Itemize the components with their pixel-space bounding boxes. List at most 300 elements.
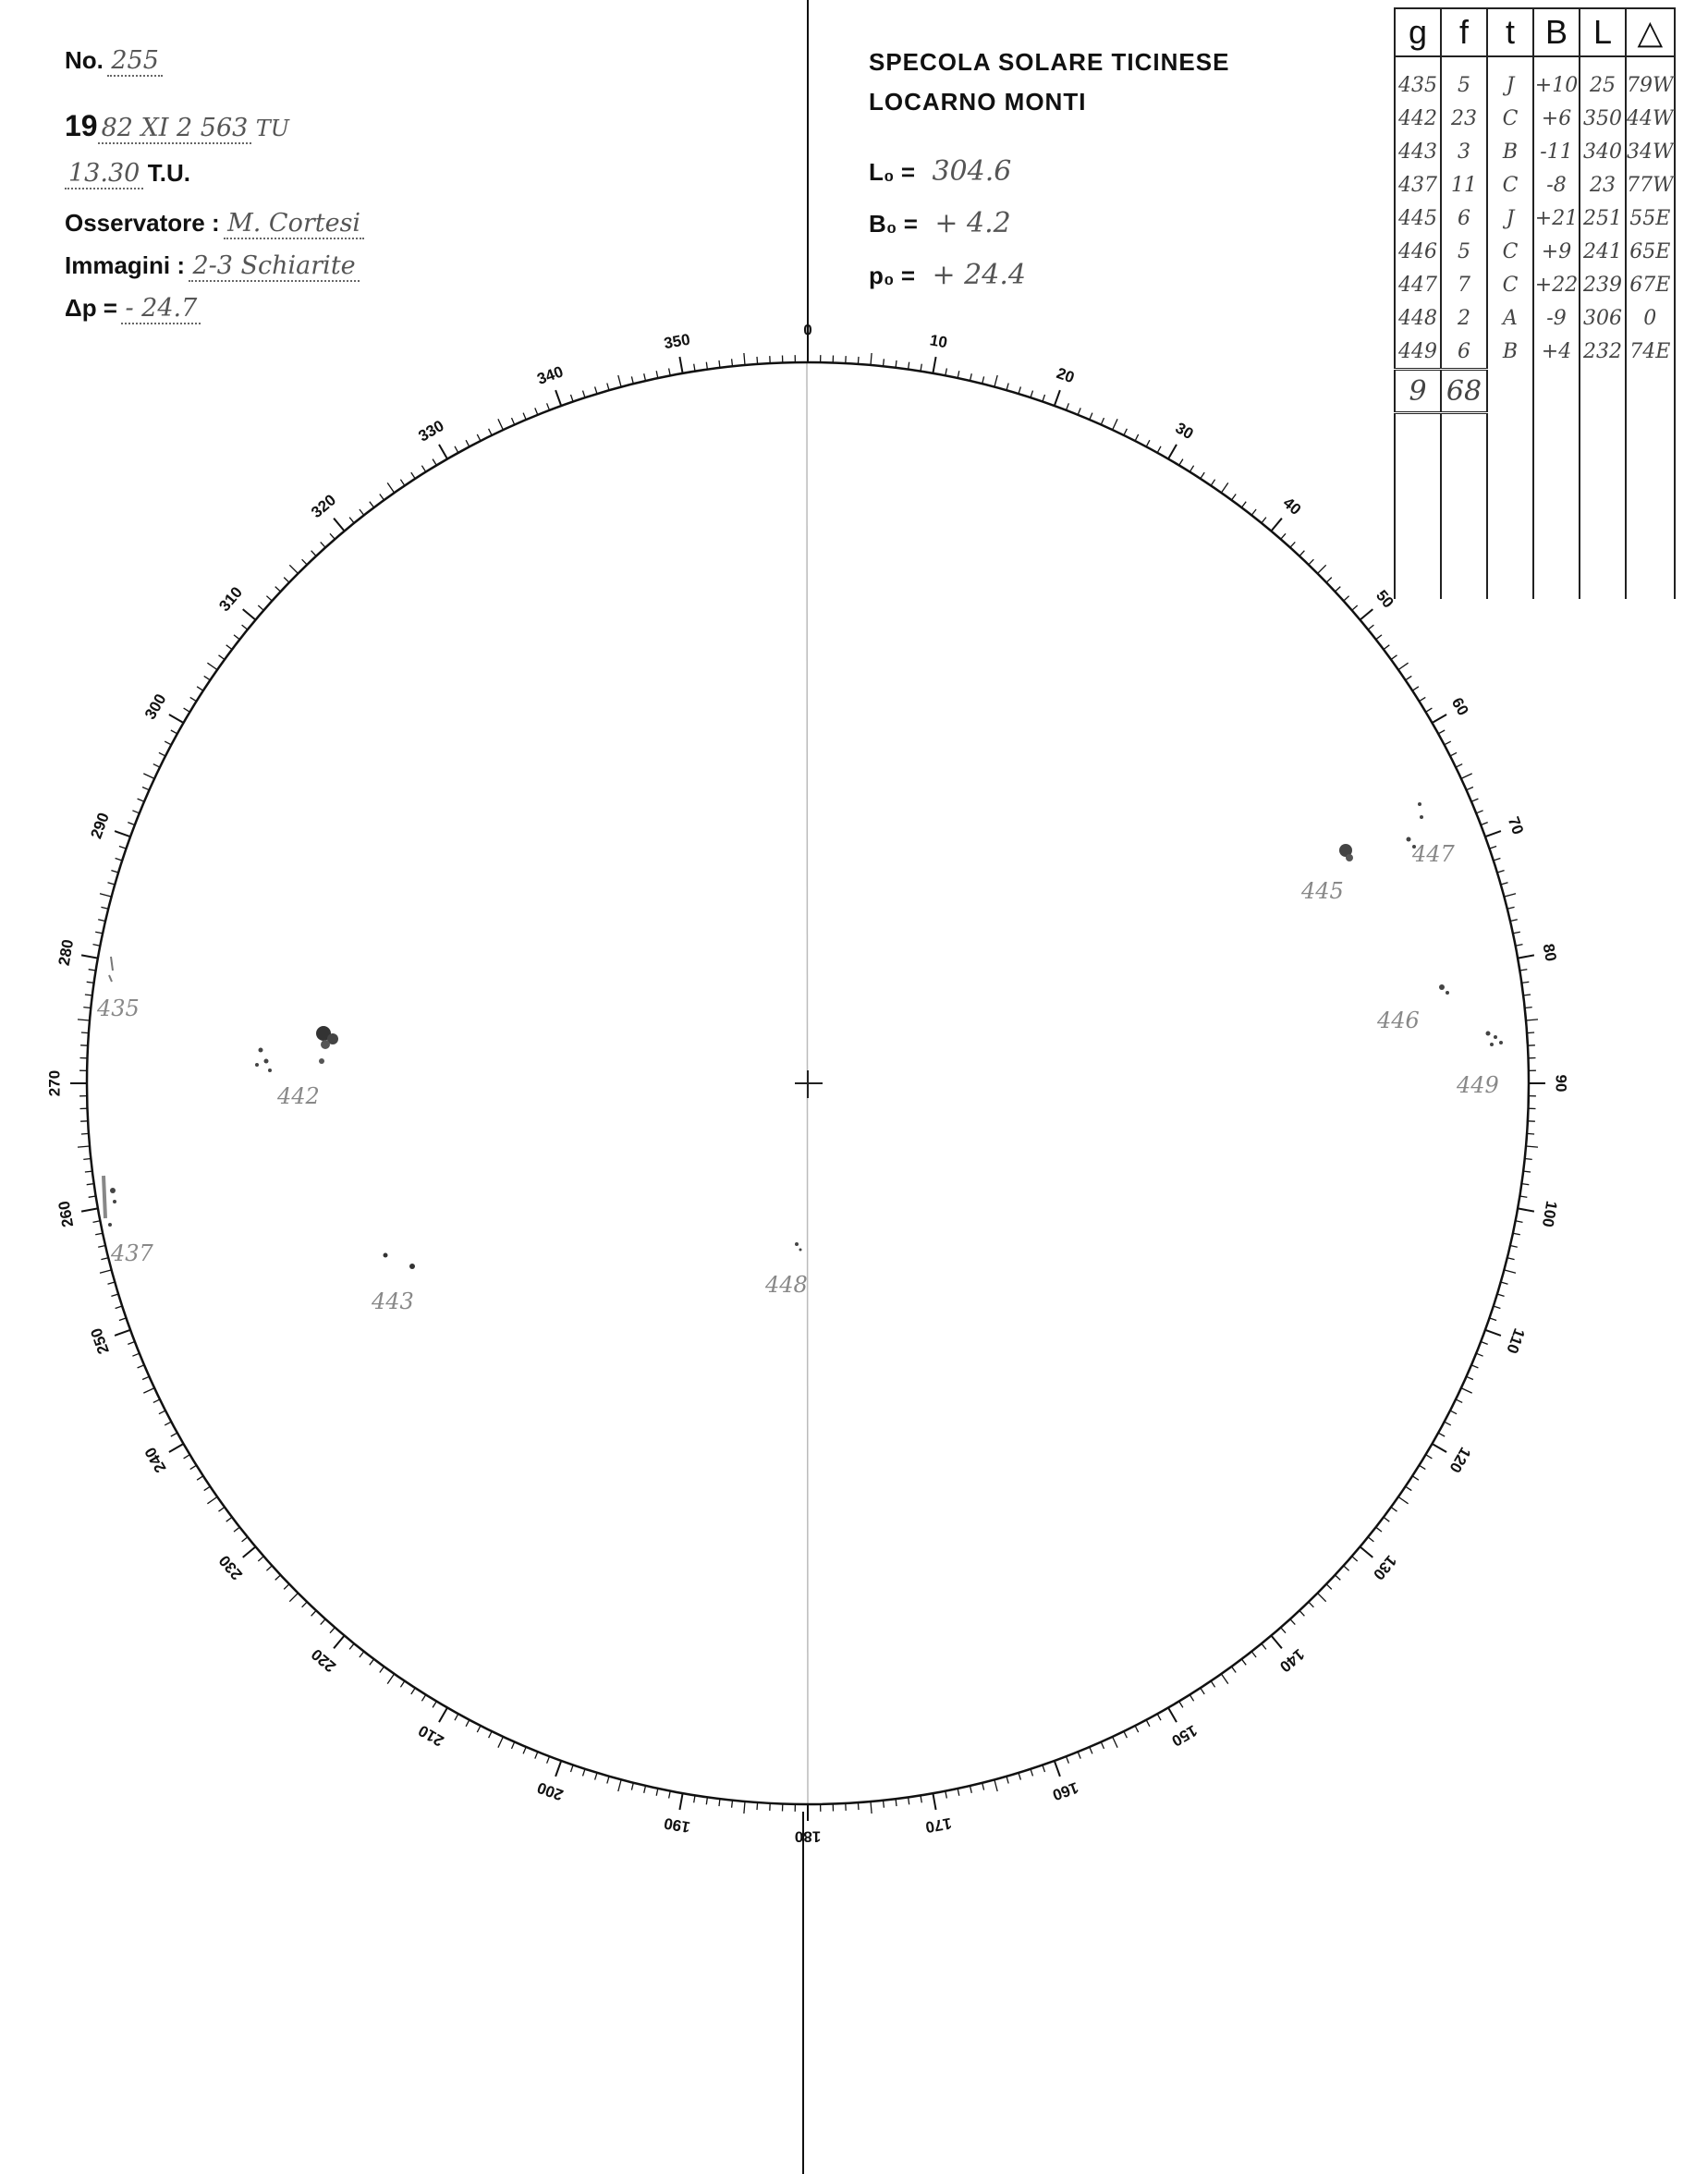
tick-mark <box>1299 1611 1304 1617</box>
table-cell <box>1533 370 1580 413</box>
time-row <box>65 159 190 188</box>
tick-mark <box>190 1465 197 1469</box>
tick-mark <box>1179 1702 1183 1708</box>
tick-mark <box>595 386 597 394</box>
table-cell: C <box>1487 102 1533 135</box>
tick-mark <box>1211 480 1214 486</box>
table-cell: 350 <box>1580 102 1626 135</box>
tick-mark <box>380 495 384 501</box>
tick-mark <box>184 708 190 712</box>
tick-mark <box>1433 714 1447 723</box>
tick-mark <box>190 697 197 701</box>
tick-label: 310 <box>215 583 247 616</box>
tick-label: 280 <box>55 937 78 968</box>
tick-mark <box>1420 1465 1426 1469</box>
tick-mark <box>321 542 325 547</box>
tick-mark <box>1516 945 1523 947</box>
tick-label: 230 <box>215 1551 247 1583</box>
drawing-number-value: 255 <box>107 46 163 77</box>
table-cell: +21 <box>1533 202 1580 235</box>
tick-mark <box>321 1619 325 1625</box>
tick-mark <box>226 1517 232 1521</box>
tick-mark <box>1101 1742 1104 1749</box>
tick-mark <box>1521 1184 1529 1185</box>
b0-value: + 4.2 <box>934 207 1011 239</box>
tick-mark <box>1485 831 1501 837</box>
tick-mark <box>1006 384 1008 391</box>
tick-mark <box>360 509 364 515</box>
spot-group-447 <box>1407 802 1456 867</box>
tick-mark <box>1433 1444 1447 1452</box>
tick-mark <box>1336 1575 1341 1580</box>
tick-mark <box>302 1602 308 1607</box>
tick-mark <box>1262 518 1266 523</box>
tick-mark <box>631 376 633 384</box>
tick-mark <box>547 403 550 410</box>
tick-mark <box>169 1444 184 1452</box>
table-cell: 34W <box>1626 135 1675 168</box>
tick-mark <box>1481 823 1488 825</box>
table-cell <box>1533 413 1580 600</box>
tick-mark <box>571 395 574 402</box>
tick-mark <box>1438 1433 1445 1436</box>
tick-mark <box>115 1330 130 1336</box>
tick-mark <box>311 551 316 556</box>
tick-mark <box>219 655 226 660</box>
table-total-row <box>1395 370 1675 413</box>
tick-mark <box>171 1433 177 1436</box>
tick-mark <box>607 1777 609 1784</box>
tick-mark <box>159 1411 165 1414</box>
tick-mark <box>871 1801 872 1814</box>
l0-label: L₀ = <box>869 158 916 186</box>
tick-mark <box>1201 472 1204 479</box>
tick-mark <box>1124 429 1128 435</box>
tick-mark <box>153 1399 160 1403</box>
table-row <box>1395 301 1675 335</box>
tick-mark <box>128 1342 135 1345</box>
tick-mark <box>669 369 671 376</box>
tick-mark <box>93 1221 101 1223</box>
tick-mark <box>1135 1726 1139 1732</box>
tick-mark <box>87 1184 94 1185</box>
table-cell: 6 <box>1441 202 1487 235</box>
table-cell: 445 <box>1395 202 1441 235</box>
tick-mark <box>1113 1737 1118 1748</box>
tick-label: 130 <box>1369 1551 1400 1583</box>
tick-mark <box>98 1246 105 1248</box>
tick-mark <box>275 1575 281 1580</box>
tick-mark <box>1344 1566 1349 1570</box>
tick-mark <box>81 1208 98 1211</box>
tick-label: 160 <box>1050 1778 1081 1804</box>
tick-mark <box>1513 932 1520 934</box>
tick-mark <box>1067 403 1069 410</box>
tick-mark <box>706 1797 707 1804</box>
tick-mark <box>871 353 872 365</box>
tick-mark <box>1168 445 1177 459</box>
tick-mark <box>512 418 515 424</box>
tick-mark <box>1501 883 1508 885</box>
tick-mark <box>535 408 538 414</box>
table-cell <box>1626 370 1675 413</box>
delta-p-value: - 24.7 <box>121 294 201 324</box>
tick-mark <box>1318 565 1326 573</box>
observatory-location: LOCARNO MONTI <box>869 88 1087 116</box>
tick-mark <box>204 676 211 679</box>
tick-mark <box>1398 663 1409 669</box>
tick-mark <box>284 1584 289 1590</box>
tick-mark <box>1090 1747 1092 1753</box>
tick-mark <box>387 482 394 493</box>
spot-group-label: 443 <box>372 1289 414 1314</box>
table-cell: 251 <box>1580 202 1626 235</box>
tick-mark <box>1326 578 1332 583</box>
table-cell: A <box>1487 301 1533 335</box>
spot-group-437 <box>104 1176 154 1266</box>
tick-mark <box>100 1270 112 1273</box>
tick-label: 220 <box>308 1644 340 1676</box>
tick-mark <box>958 371 959 378</box>
tick-mark <box>744 353 745 365</box>
tick-label: 260 <box>55 1199 78 1229</box>
p0-label: p₀ = <box>869 262 916 289</box>
tick-mark <box>1190 466 1193 472</box>
b0-label: B₀ = <box>869 210 918 238</box>
tick-mark <box>958 1789 959 1796</box>
table-cell: C <box>1487 235 1533 268</box>
tick-mark <box>1412 687 1419 690</box>
tick-mark <box>1461 774 1472 779</box>
tick-mark <box>744 1801 745 1814</box>
tick-mark <box>498 1737 504 1748</box>
table-cell: 232 <box>1580 335 1626 370</box>
tick-label: 330 <box>415 416 447 446</box>
tick-mark <box>108 1282 116 1284</box>
tick-mark <box>311 1611 316 1617</box>
tick-mark <box>1281 533 1286 539</box>
tick-mark <box>219 1508 226 1512</box>
tick-mark <box>1467 788 1473 790</box>
tick-mark <box>555 1761 561 1777</box>
tick-mark <box>242 625 248 629</box>
year-prefix: 19 <box>65 109 98 142</box>
tick-mark <box>1445 741 1451 745</box>
tick-mark <box>982 376 984 384</box>
tick-mark <box>1510 920 1518 922</box>
tick-mark <box>1241 502 1246 507</box>
tick-mark <box>555 390 561 406</box>
tick-mark <box>116 859 123 861</box>
table-cell: 3 <box>1441 135 1487 168</box>
tick-mark <box>1376 1527 1382 1532</box>
spot-group-446 <box>1376 984 1449 1033</box>
table-row <box>1395 202 1675 235</box>
tick-mark <box>93 945 101 947</box>
tick-mark <box>1406 1486 1412 1490</box>
tick-mark <box>243 609 256 620</box>
tick-mark <box>1078 408 1080 414</box>
tick-mark <box>1336 587 1341 592</box>
tick-mark <box>1179 459 1183 466</box>
tick-mark <box>757 1802 758 1810</box>
tick-label: 200 <box>534 1778 566 1804</box>
tick-mark <box>284 578 289 583</box>
table-cell: 443 <box>1395 135 1441 168</box>
tick-mark <box>970 1786 972 1793</box>
tick-label: 70 <box>1504 814 1528 837</box>
tick-mark <box>1504 1270 1516 1273</box>
table-cell: 7 <box>1441 268 1487 301</box>
tick-mark <box>1490 1318 1497 1321</box>
tick-mark <box>1157 1714 1161 1720</box>
table-row <box>1395 135 1675 168</box>
tick-mark <box>719 1799 720 1806</box>
tick-mark <box>1504 894 1516 897</box>
table-cell <box>1487 413 1533 600</box>
table-cell: B <box>1487 135 1533 168</box>
table-cell <box>1441 413 1487 600</box>
tick-mark <box>1290 542 1295 547</box>
tick-mark <box>466 440 470 446</box>
tick-mark <box>757 357 758 364</box>
tick-mark <box>119 1318 127 1321</box>
date-suffix: TU <box>255 116 289 141</box>
tick-label: 0 <box>803 321 812 339</box>
column-header-l: L <box>1580 8 1626 56</box>
tick-mark <box>1232 1667 1237 1673</box>
tick-mark <box>165 1422 171 1425</box>
table-cell: 239 <box>1580 268 1626 301</box>
tick-label: 150 <box>1168 1721 1201 1751</box>
spot-group-label: 437 <box>111 1240 153 1266</box>
tick-mark <box>111 871 118 873</box>
tick-label: 270 <box>45 1069 64 1097</box>
tick-mark <box>226 645 232 650</box>
tick-mark <box>1019 386 1020 394</box>
tick-mark <box>89 1196 96 1197</box>
tick-mark <box>1078 1752 1080 1758</box>
tick-mark <box>1251 509 1256 515</box>
tick-mark <box>607 384 609 391</box>
tick-label: 340 <box>534 362 566 388</box>
tick-mark <box>1221 482 1227 493</box>
table-cell <box>1626 413 1675 600</box>
tick-mark <box>370 1659 374 1665</box>
tick-mark <box>330 1628 335 1633</box>
tick-mark <box>994 1779 997 1791</box>
tick-mark <box>439 445 447 459</box>
tick-label: 190 <box>662 1814 692 1837</box>
spot-group-label: 448 <box>765 1272 808 1298</box>
tick-mark <box>1376 635 1382 640</box>
tick-mark <box>732 1801 733 1808</box>
tick-label: 110 <box>1503 1325 1529 1356</box>
tick-mark <box>433 459 436 466</box>
tick-mark <box>946 1791 947 1799</box>
sunspot-group-table <box>1394 7 1676 599</box>
table-cell: B <box>1487 335 1533 370</box>
tick-mark <box>1406 676 1412 679</box>
tick-mark <box>1146 1720 1150 1727</box>
tick-mark <box>477 1726 481 1732</box>
table-cell: +22 <box>1533 268 1580 301</box>
table-cell: 448 <box>1395 301 1441 335</box>
tick-mark <box>982 1783 984 1790</box>
tick-mark <box>81 1133 89 1134</box>
tick-mark <box>679 1793 682 1810</box>
tick-label: 300 <box>140 690 170 723</box>
table-cell: J <box>1487 56 1533 102</box>
tick-mark <box>1067 1756 1069 1764</box>
tick-mark <box>95 1233 103 1235</box>
spot-group-label: 442 <box>277 1083 320 1109</box>
table-row <box>1395 235 1675 268</box>
tick-mark <box>334 1636 345 1649</box>
tick-mark <box>595 1773 597 1780</box>
tick-mark <box>234 1527 239 1532</box>
tick-mark <box>933 1793 935 1810</box>
column-header-t: t <box>1487 8 1533 56</box>
tick-mark <box>1471 799 1478 801</box>
tick-mark <box>207 663 217 669</box>
tick-mark <box>1211 1681 1214 1688</box>
tick-mark <box>81 955 98 958</box>
date-value: 82 XI 2 563 <box>98 114 252 144</box>
tick-label: 250 <box>87 1325 113 1357</box>
spot-group-443 <box>371 1253 415 1315</box>
tick-mark <box>477 434 481 441</box>
tick-label: 180 <box>794 1827 822 1846</box>
tick-mark <box>1352 1557 1358 1561</box>
tick-mark <box>1299 551 1304 556</box>
tick-mark <box>1507 907 1515 909</box>
tick-mark <box>1190 1695 1193 1702</box>
tick-mark <box>1391 655 1397 660</box>
tick-mark <box>1384 1517 1389 1521</box>
tick-mark <box>330 533 335 539</box>
spot-group-label: 447 <box>1412 841 1455 867</box>
table-cell: 11 <box>1441 168 1487 202</box>
tick-mark <box>1031 1769 1033 1777</box>
tick-mark <box>439 1708 447 1723</box>
table-cell: 435 <box>1395 56 1441 102</box>
tick-mark <box>1124 1731 1128 1738</box>
time-value: 13.30 <box>65 159 143 189</box>
tick-mark <box>1146 440 1150 446</box>
tick-mark <box>116 1306 123 1309</box>
tick-mark <box>1497 1294 1505 1296</box>
spot-group-449 <box>1456 1032 1503 1099</box>
tick-mark <box>1426 708 1433 712</box>
table-cell: -8 <box>1533 168 1580 202</box>
table-cell: +6 <box>1533 102 1580 135</box>
tick-mark <box>165 741 171 745</box>
tick-mark <box>1101 418 1104 424</box>
tick-mark <box>400 1681 404 1688</box>
tick-mark <box>994 375 997 387</box>
table-cell <box>1395 413 1441 600</box>
tick-mark <box>275 587 281 592</box>
tick-mark <box>1241 1659 1246 1665</box>
table-cell: 55E <box>1626 202 1675 235</box>
date-row <box>65 109 289 143</box>
tick-mark <box>266 1566 272 1570</box>
tick-mark <box>489 1731 493 1738</box>
tick-mark <box>466 1720 470 1727</box>
tick-label: 30 <box>1172 419 1197 444</box>
tick-mark <box>89 970 96 971</box>
tick-mark <box>433 1702 436 1708</box>
tick-mark <box>421 466 425 472</box>
tick-mark <box>644 373 646 381</box>
l0-value: 304.6 <box>932 155 1012 188</box>
tick-label: 40 <box>1279 494 1305 519</box>
tick-mark <box>455 446 458 453</box>
tick-mark <box>207 1496 217 1503</box>
tick-mark <box>334 519 345 531</box>
tick-mark <box>302 559 308 565</box>
table-cell: 23 <box>1580 168 1626 202</box>
images-label: Immagini : <box>65 251 186 279</box>
tick-mark <box>523 1747 526 1753</box>
tick-mark <box>87 982 94 983</box>
table-header-row <box>1395 8 1675 56</box>
table-cell: +4 <box>1533 335 1580 370</box>
tick-mark <box>1043 1765 1045 1773</box>
tick-mark <box>85 1171 92 1172</box>
tick-mark <box>631 1783 633 1790</box>
table-cell: C <box>1487 268 1533 301</box>
disk-center-cross <box>795 1070 823 1098</box>
spot-group-445 <box>1300 844 1353 904</box>
tick-mark <box>1526 1146 1538 1147</box>
table-cell: -9 <box>1533 301 1580 335</box>
tick-mark <box>1523 1171 1531 1172</box>
table-cell: 74E <box>1626 335 1675 370</box>
table-cell: 6 <box>1441 335 1487 370</box>
tick-label: 60 <box>1447 694 1472 719</box>
column-header-f: f <box>1441 8 1487 56</box>
table-cell: 437 <box>1395 168 1441 202</box>
tick-mark <box>583 1769 586 1777</box>
spot-group-label: 446 <box>1377 1008 1420 1033</box>
observatory-title <box>869 48 1349 116</box>
tick-mark <box>197 687 203 690</box>
table-cell: -11 <box>1533 135 1580 168</box>
tick-mark <box>1031 391 1033 398</box>
tick-mark <box>1445 1422 1451 1425</box>
table-cell <box>1580 370 1626 413</box>
column-header-b: B <box>1533 8 1580 56</box>
tick-mark <box>694 364 695 372</box>
table-cell: 340 <box>1580 135 1626 168</box>
tick-mark <box>243 1546 256 1557</box>
tick-mark <box>1090 413 1092 420</box>
tick-mark <box>411 1688 415 1694</box>
tick-mark <box>1420 697 1426 701</box>
delta-p-row <box>65 294 201 323</box>
tick-mark <box>83 1159 91 1160</box>
tick-mark <box>719 360 720 368</box>
tick-mark <box>498 419 504 430</box>
tick-mark <box>108 883 116 885</box>
tick-mark <box>1456 1399 1462 1403</box>
time-label: T.U. <box>147 159 190 187</box>
table-cell: 306 <box>1580 301 1626 335</box>
table-cell: 241 <box>1580 235 1626 268</box>
tick-mark <box>132 1353 139 1356</box>
